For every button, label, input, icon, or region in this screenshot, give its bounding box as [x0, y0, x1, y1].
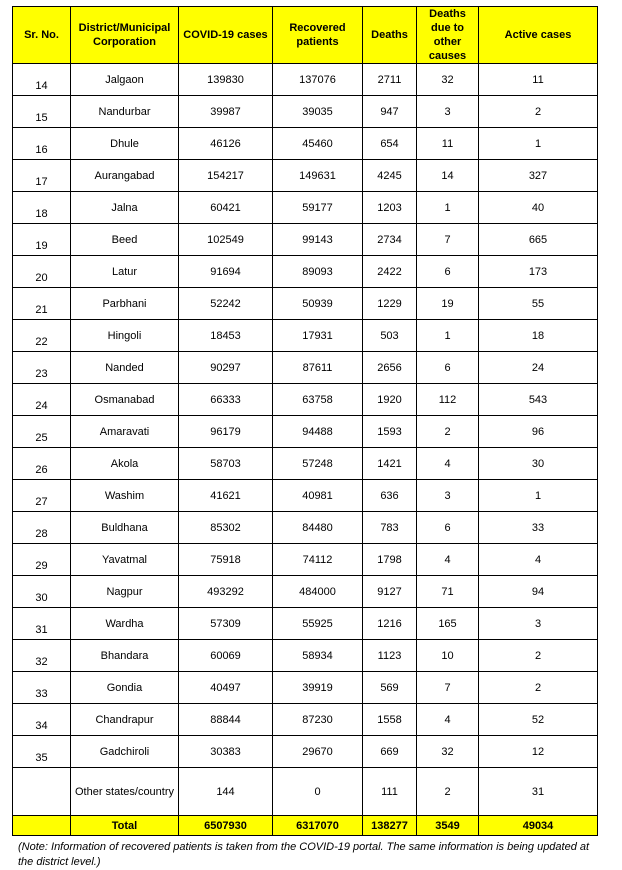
cell-district: Buldhana [71, 512, 179, 544]
cell-district: Bhandara [71, 640, 179, 672]
cell-deaths: 669 [363, 736, 417, 768]
cell-other: 7 [417, 224, 479, 256]
cell-district: Chandrapur [71, 704, 179, 736]
cell-other: 3 [417, 96, 479, 128]
cell-active: 1 [479, 480, 598, 512]
covid-table-container [12, 6, 597, 870]
cell-deaths: 1421 [363, 448, 417, 480]
cell-cases: 60421 [179, 192, 273, 224]
table-row [13, 416, 598, 448]
cell-deaths: 1229 [363, 288, 417, 320]
cell-cases: 102549 [179, 224, 273, 256]
cell-other: 2 [417, 416, 479, 448]
table-row [13, 640, 598, 672]
cell-district: Dhule [71, 128, 179, 160]
cell-sr: 19 [13, 224, 71, 256]
cell-district: Akola [71, 448, 179, 480]
cell-active: 543 [479, 384, 598, 416]
table-row [13, 288, 598, 320]
cell-cases: 139830 [179, 64, 273, 96]
total-recovered: 6317070 [273, 816, 363, 836]
cell-recovered: 39919 [273, 672, 363, 704]
cell-recovered: 0 [273, 768, 363, 816]
cell-other: 6 [417, 256, 479, 288]
cell-cases: 52242 [179, 288, 273, 320]
cell-cases: 57309 [179, 608, 273, 640]
table-row [13, 608, 598, 640]
cell-cases: 493292 [179, 576, 273, 608]
cell-cases: 88844 [179, 704, 273, 736]
cell-recovered: 45460 [273, 128, 363, 160]
cell-deaths: 783 [363, 512, 417, 544]
table-row [13, 320, 598, 352]
cell-other: 112 [417, 384, 479, 416]
cell-recovered: 50939 [273, 288, 363, 320]
cell-cases: 75918 [179, 544, 273, 576]
cell-recovered: 94488 [273, 416, 363, 448]
cell-district: Gondia [71, 672, 179, 704]
cell-active: 4 [479, 544, 598, 576]
cell-sr: 35 [13, 736, 71, 768]
cell-deaths: 1798 [363, 544, 417, 576]
cell-district: Amaravati [71, 416, 179, 448]
header-sr-no: Sr. No. [13, 7, 71, 64]
cell-cases: 58703 [179, 448, 273, 480]
header-row [13, 7, 598, 64]
cell-deaths: 1123 [363, 640, 417, 672]
cell-other: 4 [417, 704, 479, 736]
cell-recovered: 89093 [273, 256, 363, 288]
cell-active: 665 [479, 224, 598, 256]
cell-active: 55 [479, 288, 598, 320]
cell-recovered: 87611 [273, 352, 363, 384]
cell-active: 2 [479, 672, 598, 704]
table-body [13, 64, 598, 816]
total-sr [13, 816, 71, 836]
cell-other: 1 [417, 320, 479, 352]
cell-sr: 25 [13, 416, 71, 448]
cell-deaths: 503 [363, 320, 417, 352]
cell-active: 1 [479, 128, 598, 160]
cell-district: Nagpur [71, 576, 179, 608]
cell-recovered: 39035 [273, 96, 363, 128]
cell-district: Aurangabad [71, 160, 179, 192]
header-recovered: Recovered patients [273, 7, 363, 64]
cell-recovered: 137076 [273, 64, 363, 96]
cell-active: 12 [479, 736, 598, 768]
table-row [13, 704, 598, 736]
table-row [13, 736, 598, 768]
cell-recovered: 84480 [273, 512, 363, 544]
cell-other: 32 [417, 736, 479, 768]
cell-cases: 60069 [179, 640, 273, 672]
header-cases: COVID-19 cases [179, 7, 273, 64]
cell-deaths: 1920 [363, 384, 417, 416]
cell-district: Parbhani [71, 288, 179, 320]
cell-deaths: 654 [363, 128, 417, 160]
cell-cases: 90297 [179, 352, 273, 384]
header-other-deaths: Deaths due to other causes [417, 7, 479, 64]
cell-other: 11 [417, 128, 479, 160]
cell-district: Osmanabad [71, 384, 179, 416]
cell-deaths: 4245 [363, 160, 417, 192]
cell-district: Jalna [71, 192, 179, 224]
cell-active: 2 [479, 640, 598, 672]
total-row [13, 816, 598, 836]
table-row [13, 256, 598, 288]
cell-cases: 91694 [179, 256, 273, 288]
cell-recovered: 55925 [273, 608, 363, 640]
cell-active: 33 [479, 512, 598, 544]
table-row [13, 128, 598, 160]
cell-sr: 27 [13, 480, 71, 512]
table-row [13, 384, 598, 416]
cell-other: 1 [417, 192, 479, 224]
table-row [13, 352, 598, 384]
cell-sr: 24 [13, 384, 71, 416]
table-row [13, 160, 598, 192]
cell-sr: 29 [13, 544, 71, 576]
cell-cases: 18453 [179, 320, 273, 352]
cell-other: 71 [417, 576, 479, 608]
table-row [13, 512, 598, 544]
cell-deaths: 636 [363, 480, 417, 512]
table-row [13, 448, 598, 480]
cell-cases: 154217 [179, 160, 273, 192]
cell-deaths: 569 [363, 672, 417, 704]
cell-district: Gadchiroli [71, 736, 179, 768]
cell-cases: 96179 [179, 416, 273, 448]
cell-active: 96 [479, 416, 598, 448]
cell-other: 6 [417, 352, 479, 384]
cell-other: 7 [417, 672, 479, 704]
cell-district: Beed [71, 224, 179, 256]
cell-sr: 26 [13, 448, 71, 480]
table-row [13, 64, 598, 96]
cell-deaths: 2734 [363, 224, 417, 256]
cell-recovered: 484000 [273, 576, 363, 608]
cell-active: 40 [479, 192, 598, 224]
header-district: District/Municipal Corporation [71, 7, 179, 64]
cell-deaths: 2656 [363, 352, 417, 384]
cell-active: 24 [479, 352, 598, 384]
cell-active: 31 [479, 768, 598, 816]
cell-other: 3 [417, 480, 479, 512]
cell-district: Wardha [71, 608, 179, 640]
cell-district: Latur [71, 256, 179, 288]
cell-cases: 39987 [179, 96, 273, 128]
cell-cases: 41621 [179, 480, 273, 512]
cell-sr: 17 [13, 160, 71, 192]
cell-cases: 30383 [179, 736, 273, 768]
cell-active: 52 [479, 704, 598, 736]
cell-district: Jalgaon [71, 64, 179, 96]
cell-district: Nandurbar [71, 96, 179, 128]
cell-active: 11 [479, 64, 598, 96]
cell-other: 6 [417, 512, 479, 544]
cell-other: 4 [417, 544, 479, 576]
cell-sr: 28 [13, 512, 71, 544]
cell-recovered: 87230 [273, 704, 363, 736]
cell-recovered: 149631 [273, 160, 363, 192]
cell-sr: 33 [13, 672, 71, 704]
cell-sr: 32 [13, 640, 71, 672]
cell-other: 10 [417, 640, 479, 672]
cell-active: 18 [479, 320, 598, 352]
cell-recovered: 59177 [273, 192, 363, 224]
cell-deaths: 947 [363, 96, 417, 128]
cell-sr: 20 [13, 256, 71, 288]
cell-deaths: 2422 [363, 256, 417, 288]
cell-deaths: 1203 [363, 192, 417, 224]
cell-recovered: 74112 [273, 544, 363, 576]
cell-deaths: 1593 [363, 416, 417, 448]
table-row [13, 192, 598, 224]
cell-cases: 144 [179, 768, 273, 816]
cell-deaths: 2711 [363, 64, 417, 96]
cell-sr: 21 [13, 288, 71, 320]
cell-recovered: 40981 [273, 480, 363, 512]
cell-deaths: 1558 [363, 704, 417, 736]
cell-active: 30 [479, 448, 598, 480]
header-deaths: Deaths [363, 7, 417, 64]
cell-sr: 22 [13, 320, 71, 352]
cell-district: Nanded [71, 352, 179, 384]
cell-recovered: 17931 [273, 320, 363, 352]
cell-other: 14 [417, 160, 479, 192]
cell-sr: 30 [13, 576, 71, 608]
cell-sr [13, 768, 71, 816]
cell-recovered: 99143 [273, 224, 363, 256]
cell-district: Other states/country [71, 768, 179, 816]
table-row [13, 480, 598, 512]
cell-sr: 18 [13, 192, 71, 224]
cell-other: 32 [417, 64, 479, 96]
table-note: (Note: Information of recovered patients is taken from the COVID-19 portal. The same information is being updated at the district level.) [18, 841, 590, 868]
cell-sr: 34 [13, 704, 71, 736]
table-row [13, 544, 598, 576]
cell-deaths: 1216 [363, 608, 417, 640]
total-other-deaths: 3549 [417, 816, 479, 836]
cell-deaths: 9127 [363, 576, 417, 608]
cell-other: 19 [417, 288, 479, 320]
cell-active: 3 [479, 608, 598, 640]
cell-recovered: 58934 [273, 640, 363, 672]
total-active: 49034 [479, 816, 598, 836]
cell-other: 2 [417, 768, 479, 816]
table-row [13, 576, 598, 608]
cell-active: 327 [479, 160, 598, 192]
cell-district: Washim [71, 480, 179, 512]
table-row [13, 96, 598, 128]
cell-active: 2 [479, 96, 598, 128]
table-row [13, 224, 598, 256]
cell-cases: 85302 [179, 512, 273, 544]
table-row [13, 672, 598, 704]
table-row [13, 768, 598, 816]
cell-cases: 46126 [179, 128, 273, 160]
cell-active: 173 [479, 256, 598, 288]
cell-recovered: 63758 [273, 384, 363, 416]
cell-sr: 31 [13, 608, 71, 640]
total-cases: 6507930 [179, 816, 273, 836]
cell-district: Yavatmal [71, 544, 179, 576]
covid-district-table [12, 6, 598, 836]
cell-other: 4 [417, 448, 479, 480]
cell-cases: 40497 [179, 672, 273, 704]
cell-district: Hingoli [71, 320, 179, 352]
cell-sr: 15 [13, 96, 71, 128]
cell-deaths: 111 [363, 768, 417, 816]
cell-sr: 14 [13, 64, 71, 96]
cell-sr: 16 [13, 128, 71, 160]
cell-sr: 23 [13, 352, 71, 384]
header-active: Active cases [479, 7, 598, 64]
cell-recovered: 57248 [273, 448, 363, 480]
cell-recovered: 29670 [273, 736, 363, 768]
total-deaths: 138277 [363, 816, 417, 836]
cell-cases: 66333 [179, 384, 273, 416]
cell-active: 94 [479, 576, 598, 608]
cell-other: 165 [417, 608, 479, 640]
total-label: Total [71, 816, 179, 836]
